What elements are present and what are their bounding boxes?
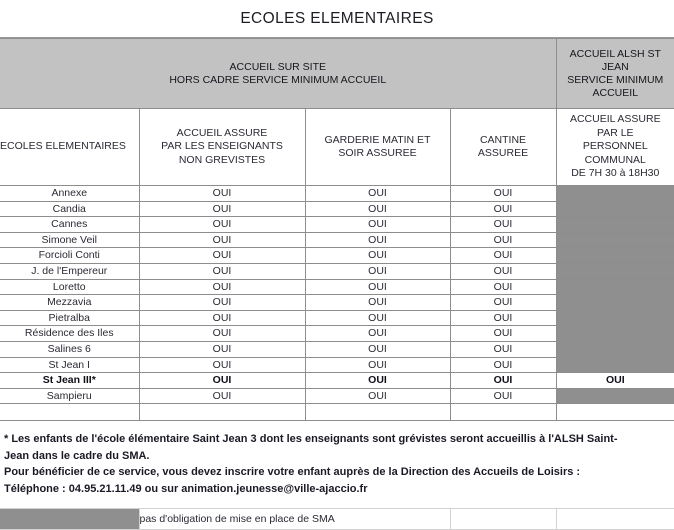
cell-school-name: Annexe <box>0 186 139 202</box>
cell-cantine: OUI <box>450 232 556 248</box>
table-body <box>0 186 674 421</box>
column-header-alsh-line5: DE 7H 30 à 18H30 <box>571 167 660 180</box>
column-header-garderie-line1: GARDERIE MATIN ET <box>324 133 431 146</box>
header-group-alsh-line3: SERVICE MINIMUM <box>567 73 664 86</box>
cell-garderie: OUI <box>305 186 450 202</box>
cell-enseignants: OUI <box>139 388 305 404</box>
column-header-garderie <box>305 109 450 186</box>
page-title-text: ECOLES ELEMENTAIRES <box>240 9 434 27</box>
cell-garderie: OUI <box>305 295 450 311</box>
column-header-teachers <box>139 109 305 186</box>
cell-enseignants: OUI <box>139 186 305 202</box>
page-title <box>0 0 674 38</box>
cell-school-name: St Jean I <box>0 357 139 373</box>
footnote-line-1: * Les enfants de l'école élémentaire Saint Jean 3 dont les enseignants sont grévistes seront accueillis à l'ALSH Saint- <box>4 433 618 446</box>
cell-school-name: Mezzavia <box>0 295 139 311</box>
cell-enseignants: OUI <box>139 263 305 279</box>
header-group-row <box>0 39 674 109</box>
cell-cantine: OUI <box>450 279 556 295</box>
table-row <box>0 263 674 279</box>
cell-school-name: Pietralba <box>0 310 139 326</box>
column-header-cantine-line1: CANTINE <box>479 133 527 146</box>
cell-blank <box>556 404 674 421</box>
cell-garderie: OUI <box>305 232 450 248</box>
cell-school-name: St Jean III* <box>0 373 139 389</box>
cell-cantine: OUI <box>450 295 556 311</box>
cell-cantine: OUI <box>450 373 556 389</box>
legend-empty-cell-2 <box>556 509 674 530</box>
cell-school-name: Sampieru <box>0 388 139 404</box>
cell-alsh <box>556 326 674 342</box>
footnote-line-4: Téléphone : 04.95.21.11.49 ou sur animation.jeunesse@ville-ajaccio.fr <box>4 482 368 495</box>
table-head <box>0 39 674 186</box>
cell-alsh: OUI <box>556 373 674 389</box>
cell-cantine: OUI <box>450 201 556 217</box>
header-group-on-site-line2: HORS CADRE SERVICE MINIMUM ACCUEIL <box>169 73 387 86</box>
table-row <box>0 201 674 217</box>
cell-alsh <box>556 295 674 311</box>
column-header-alsh-line3: PERSONNEL <box>582 140 648 153</box>
cell-garderie: OUI <box>305 357 450 373</box>
header-group-on-site <box>0 39 556 109</box>
footnote-line-3: Pour bénéficier de ce service, vous devez inscrire votre enfant auprès de la Direction des Accueils de Loisirs : <box>4 466 581 479</box>
cell-blank <box>0 404 139 421</box>
cell-school-name: Salines 6 <box>0 341 139 357</box>
cell-garderie: OUI <box>305 279 450 295</box>
cell-enseignants: OUI <box>139 310 305 326</box>
table-row <box>0 357 674 373</box>
cell-alsh <box>556 279 674 295</box>
footnote-line-2: Jean dans le cadre du SMA. <box>4 449 150 462</box>
cell-blank <box>305 404 450 421</box>
cell-school-name: Cannes <box>0 217 139 233</box>
cell-school-name: Candia <box>0 201 139 217</box>
legend-row <box>0 509 674 530</box>
header-group-alsh <box>556 39 674 109</box>
column-header-teachers-line1: ACCUEIL ASSURE <box>176 126 268 139</box>
cell-enseignants: OUI <box>139 279 305 295</box>
header-group-alsh-line4: ACCUEIL <box>592 86 639 99</box>
cell-cantine: OUI <box>450 248 556 264</box>
column-header-garderie-line2: SOIR ASSUREE <box>338 147 417 159</box>
cell-school-name: Résidence des Iles <box>0 326 139 342</box>
table-row <box>0 310 674 326</box>
table-row <box>0 232 674 248</box>
cell-enseignants: OUI <box>139 373 305 389</box>
table-row <box>0 217 674 233</box>
cell-cantine: OUI <box>450 263 556 279</box>
cell-alsh <box>556 186 674 202</box>
cell-cantine: OUI <box>450 326 556 342</box>
table-row <box>0 295 674 311</box>
cell-garderie: OUI <box>305 373 450 389</box>
column-header-alsh-line4: COMMUNAL <box>584 153 646 166</box>
column-header-schools <box>0 109 139 186</box>
cell-garderie: OUI <box>305 248 450 264</box>
legend-table <box>0 508 674 530</box>
schools-table <box>0 38 674 421</box>
cell-garderie: OUI <box>305 201 450 217</box>
cell-enseignants: OUI <box>139 232 305 248</box>
cell-blank <box>139 404 305 421</box>
cell-garderie: OUI <box>305 326 450 342</box>
cell-cantine: OUI <box>450 310 556 326</box>
cell-garderie: OUI <box>305 388 450 404</box>
legend-label: pas d'obligation de mise en place de SMA <box>139 509 450 530</box>
cell-enseignants: OUI <box>139 326 305 342</box>
cell-garderie: OUI <box>305 310 450 326</box>
cell-alsh <box>556 388 674 404</box>
column-header-alsh-line1: ACCUEIL ASSURE <box>569 113 661 126</box>
cell-enseignants: OUI <box>139 217 305 233</box>
cell-alsh <box>556 310 674 326</box>
cell-cantine: OUI <box>450 341 556 357</box>
cell-cantine: OUI <box>450 217 556 233</box>
column-header-teachers-line2: PAR LES ENSEIGNANTS <box>161 140 283 153</box>
cell-enseignants: OUI <box>139 341 305 357</box>
header-columns-row <box>0 109 674 186</box>
table-row <box>0 388 674 404</box>
column-header-alsh-line2: PAR LE <box>596 126 634 139</box>
header-group-alsh-line2: JEAN <box>601 60 629 73</box>
cell-cantine: OUI <box>450 357 556 373</box>
cell-cantine: OUI <box>450 388 556 404</box>
legend-empty-cell-1 <box>450 509 556 530</box>
table-row <box>0 279 674 295</box>
table-row <box>0 248 674 264</box>
header-group-alsh-line1: ACCUEIL ALSH ST <box>569 47 661 60</box>
cell-enseignants: OUI <box>139 248 305 264</box>
cell-garderie: OUI <box>305 341 450 357</box>
cell-garderie: OUI <box>305 217 450 233</box>
cell-alsh <box>556 248 674 264</box>
table-row <box>0 341 674 357</box>
cell-school-name: J. de l'Empereur <box>0 263 139 279</box>
footnotes <box>0 421 674 501</box>
cell-alsh <box>556 217 674 233</box>
column-header-cantine <box>450 109 556 186</box>
cell-alsh <box>556 263 674 279</box>
column-header-alsh <box>556 109 674 186</box>
table-row <box>0 373 674 389</box>
cell-alsh <box>556 232 674 248</box>
table-row-blank <box>0 404 674 421</box>
table-row <box>0 186 674 202</box>
cell-school-name: Simone Veil <box>0 232 139 248</box>
legend-color-swatch <box>0 509 139 530</box>
cell-alsh <box>556 341 674 357</box>
header-group-on-site-line1: ACCUEIL SUR SITE <box>229 60 326 73</box>
cell-cantine: OUI <box>450 186 556 202</box>
cell-enseignants: OUI <box>139 295 305 311</box>
column-header-teachers-line3: NON GREVISTES <box>178 153 266 166</box>
cell-blank <box>450 404 556 421</box>
table-row <box>0 326 674 342</box>
cell-alsh <box>556 201 674 217</box>
cell-alsh <box>556 357 674 373</box>
cell-school-name: Loretto <box>0 279 139 295</box>
cell-enseignants: OUI <box>139 357 305 373</box>
cell-enseignants: OUI <box>139 201 305 217</box>
column-header-schools-line1: ECOLES ELEMENTAIRES <box>0 140 126 153</box>
cell-school-name: Forcioli Conti <box>0 248 139 264</box>
cell-garderie: OUI <box>305 263 450 279</box>
column-header-cantine-line2: ASSUREE <box>477 147 529 159</box>
